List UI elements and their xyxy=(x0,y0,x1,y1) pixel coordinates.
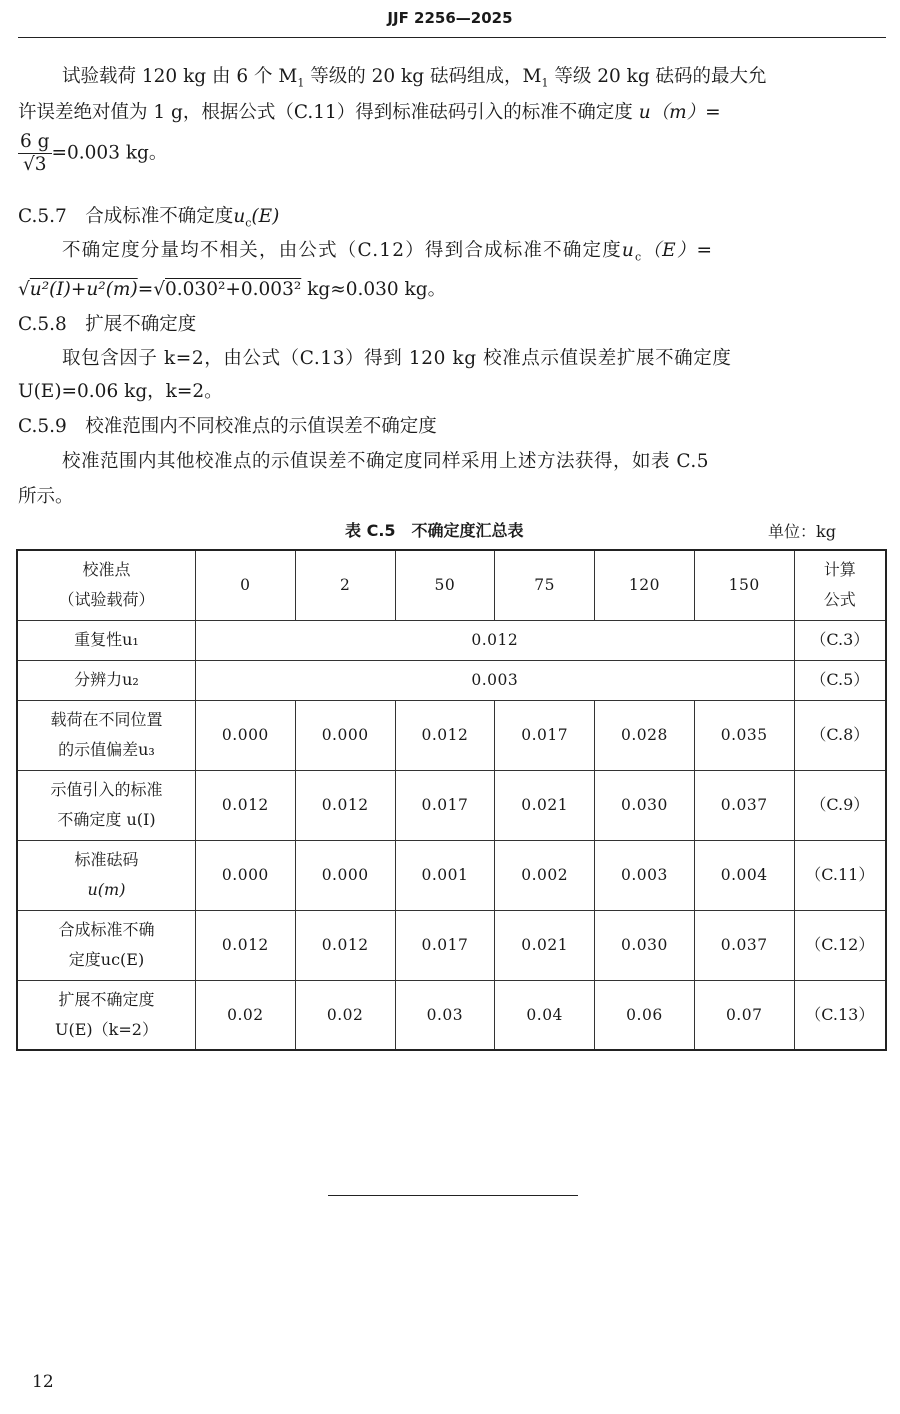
value-cell: 0.037 xyxy=(694,770,794,840)
value-cell: 0.021 xyxy=(495,910,595,980)
value-cell: 0.012 xyxy=(195,910,295,980)
section-c559-line1: 校准范围内其他校准点的示值误差不确定度同样采用上述方法获得，如表 C.5 xyxy=(62,451,710,472)
section-c559-line2: 所示。 xyxy=(18,486,74,507)
value-cell: 0.002 xyxy=(495,840,595,910)
table-row xyxy=(17,620,886,660)
header-cell-point: 0 xyxy=(195,550,295,620)
value-cell: 0.012 xyxy=(295,770,395,840)
end-rule xyxy=(328,1195,578,1196)
header-cell-point: 50 xyxy=(395,550,495,620)
section-c559-title: C.5.9 校准范围内不同校准点的示值误差不确定度 xyxy=(18,416,437,437)
table-row xyxy=(17,700,886,770)
header-rule xyxy=(18,37,886,38)
formula-cell: （C.9） xyxy=(794,770,886,840)
formula-cell: （C.8） xyxy=(794,700,886,770)
merged-value-cell: 0.012 xyxy=(195,620,794,660)
value-cell: 0.04 xyxy=(495,980,595,1050)
value-cell: 0.001 xyxy=(395,840,495,910)
value-cell: 0.012 xyxy=(295,910,395,980)
table-caption: 表 C.5 不确定度汇总表 xyxy=(345,521,524,540)
table-row xyxy=(17,660,886,700)
value-cell: 0.037 xyxy=(694,910,794,980)
value-cell: 0.000 xyxy=(195,840,295,910)
value-cell: 0.017 xyxy=(395,770,495,840)
table-header-row xyxy=(17,550,886,620)
row-label: 重复性u₁ xyxy=(17,620,195,660)
table-row xyxy=(17,910,886,980)
formula-cell: （C.12） xyxy=(794,910,886,980)
value-cell: 0.02 xyxy=(295,980,395,1050)
value-cell: 0.030 xyxy=(595,910,695,980)
para1-line1: 试验载荷 120 kg 由 6 个 $M_1$ 等级的 20 kg 砝码组成，$M_1$ 等级 20 kg 砝码的最大允 xyxy=(62,66,767,90)
para1-line3: $\frac{6 g}{√3}$ =0.003 kg。 xyxy=(20,131,168,175)
formula-cell: （C.13） xyxy=(794,980,886,1050)
value-cell: 0.000 xyxy=(195,700,295,770)
table-row xyxy=(17,770,886,840)
table-row xyxy=(17,840,886,910)
value-cell: 0.028 xyxy=(595,700,695,770)
header-cell-point: 150 xyxy=(694,550,794,620)
section-c557-title: C.5.7 合成标准不确定度$u_c(E)$ xyxy=(18,206,280,230)
section-c558-line1: 取包含因子 k=2，由公式（C.13）得到 120 kg 校准点示值误差扩展不确定度 xyxy=(62,348,732,369)
section-c558-title: C.5.8 扩展不确定度 xyxy=(18,314,197,335)
value-cell: 0.021 xyxy=(495,770,595,840)
row-label: 标准砝码 u(m) xyxy=(17,840,195,910)
header-cell-point: 75 xyxy=(495,550,595,620)
value-cell: 0.000 xyxy=(295,700,395,770)
header-cell-point: 120 xyxy=(595,550,695,620)
value-cell: 0.004 xyxy=(694,840,794,910)
row-label: 载荷在不同位置 的示值偏差u₃ xyxy=(17,700,195,770)
table-unit: 单位：kg xyxy=(768,522,836,541)
header-cell-point: 2 xyxy=(295,550,395,620)
value-cell: 0.000 xyxy=(295,840,395,910)
value-cell: 0.03 xyxy=(395,980,495,1050)
value-cell: 0.07 xyxy=(694,980,794,1050)
row-label: 分辨力u₂ xyxy=(17,660,195,700)
table-row xyxy=(17,980,886,1050)
merged-value-cell: 0.003 xyxy=(195,660,794,700)
fraction: $\frac{6 g}{√3}$ xyxy=(20,131,50,175)
header-cell-calibration-point: 校准点 （试验载荷） xyxy=(17,550,195,620)
formula-cell: （C.5） xyxy=(794,660,886,700)
value-cell: 0.035 xyxy=(694,700,794,770)
para1-line2: 许误差绝对值为 1 g，根据公式（C.11）得到标准砝码引入的标准不确定度 u（m）= xyxy=(18,102,721,123)
formula-cell: （C.3） xyxy=(794,620,886,660)
value-cell: 0.017 xyxy=(395,910,495,980)
formula-cell: （C.11） xyxy=(794,840,886,910)
value-cell: 0.012 xyxy=(195,770,295,840)
page-header: JJF 2256—2025 xyxy=(387,9,513,27)
page-number: 12 xyxy=(32,1372,54,1392)
value-cell: 0.003 xyxy=(595,840,695,910)
value-cell: 0.012 xyxy=(395,700,495,770)
section-c558-line2: U(E)=0.06 kg，k=2。 xyxy=(18,381,223,402)
section-c557-formula: √u²(I)+u²(m)=√0.030²+0.003² kg≈0.030 kg。 xyxy=(18,279,447,300)
row-label: 扩展不确定度 U(E)（k=2） xyxy=(17,980,195,1050)
section-c557-body: 不确定度分量均不相关，由公式（C.12）得到合成标准不确定度$u_c(E)=$ xyxy=(62,240,714,264)
row-label: 合成标准不确 定度uc(E) xyxy=(17,910,195,980)
row-label: 示值引入的标准 不确定度 u(I) xyxy=(17,770,195,840)
header-cell-formula: 计算 公式 xyxy=(794,550,886,620)
value-cell: 0.02 xyxy=(195,980,295,1050)
value-cell: 0.017 xyxy=(495,700,595,770)
value-cell: 0.030 xyxy=(595,770,695,840)
value-cell: 0.06 xyxy=(595,980,695,1050)
uncertainty-table xyxy=(16,549,887,1051)
